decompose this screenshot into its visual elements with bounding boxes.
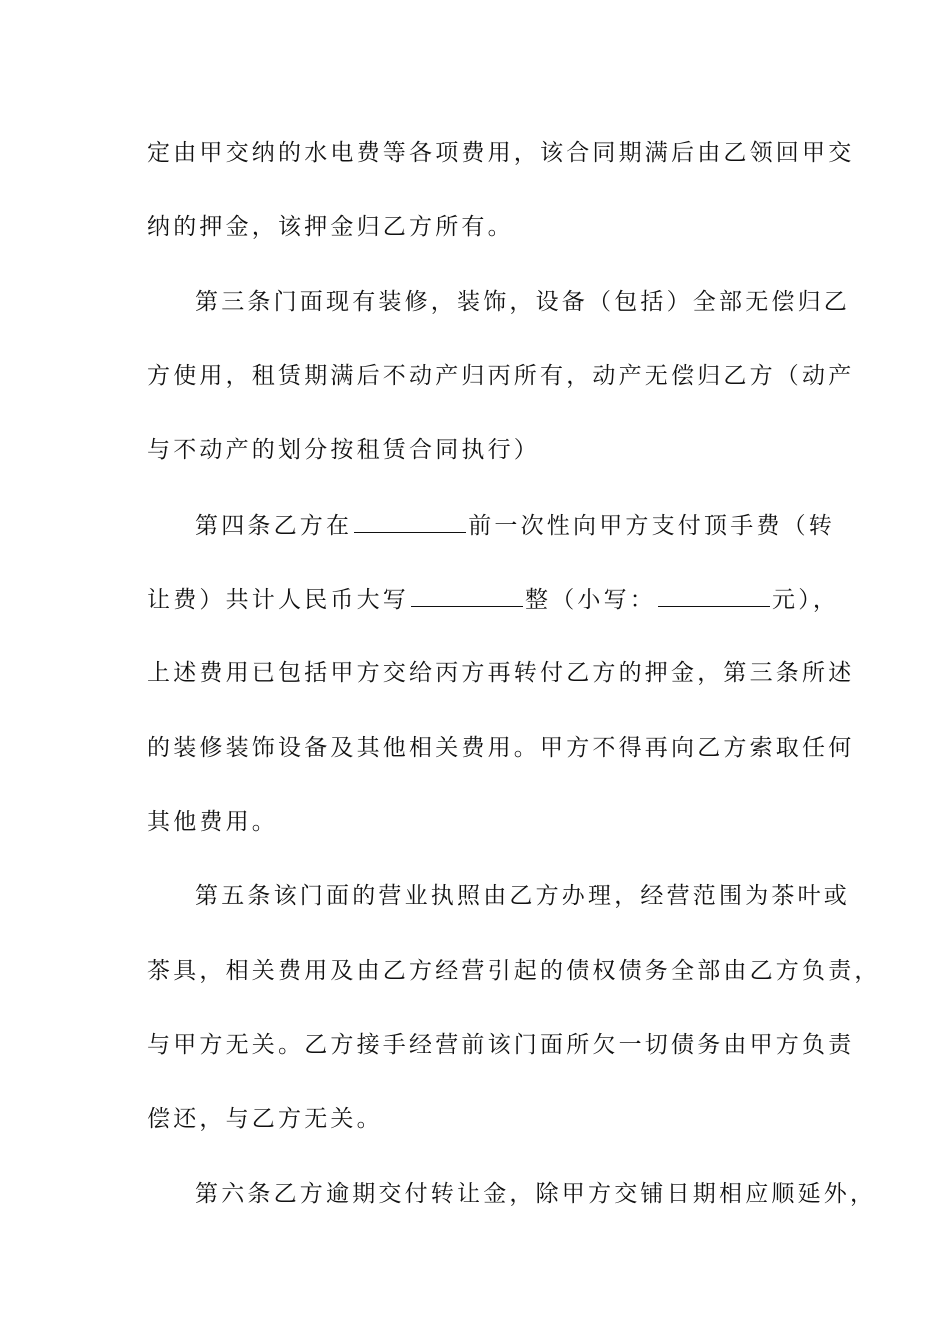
article-4-text-a: 第四条乙方在 [195,513,353,539]
article-4-line-2 [147,584,840,615]
article-5-line-1: 第五条该门面的营业执照由乙方办理，经营范围为茶叶或 [195,883,850,909]
amount-uppercase-blank [411,584,523,607]
article-5-line-3: 与甲方无关。乙方接手经营前该门面所欠一切债务由甲方负责 [147,1032,855,1058]
article-4-line-4: 的装修装饰设备及其他相关费用。甲方不得再向乙方索取任何 [147,735,855,761]
article-3-line-3: 与不动产的划分按租赁合同执行） [147,437,540,463]
text-line-2: 纳的押金，该押金归乙方所有。 [147,214,514,240]
article-4-line-1 [195,510,875,541]
article-3-line-2: 方使用，租赁期满后不动产归丙所有，动产无偿归乙方（动产 [147,363,855,389]
article-4-text-c: 让费）共计人民币大写 [147,587,409,613]
article-4-text-b: 前一次性向甲方支付顶手费（转 [468,513,836,539]
article-4-text-e: 元）， [772,587,840,613]
article-5-line-2: 茶具，相关费用及由乙方经营引起的债权债务全部由乙方负责， [147,958,881,984]
article-6-line-1: 第六条乙方逾期交付转让金，除甲方交铺日期相应顺延外， [195,1181,877,1207]
article-4-line-5: 其他费用。 [147,809,278,835]
amount-lowercase-blank [658,584,770,607]
text-line-1: 定由甲交纳的水电费等各项费用，该合同期满后由乙领回甲交 [147,140,855,166]
date-blank [354,510,466,533]
article-4-text-d: 整（小写： [525,587,656,613]
article-3-line-1: 第三条门面现有装修，装饰，设备（包括）全部无偿归乙 [195,289,850,315]
article-5-line-4: 偿还，与乙方无关。 [147,1106,383,1132]
article-4-line-3: 上述费用已包括甲方交给丙方再转付乙方的押金，第三条所述 [147,660,855,686]
